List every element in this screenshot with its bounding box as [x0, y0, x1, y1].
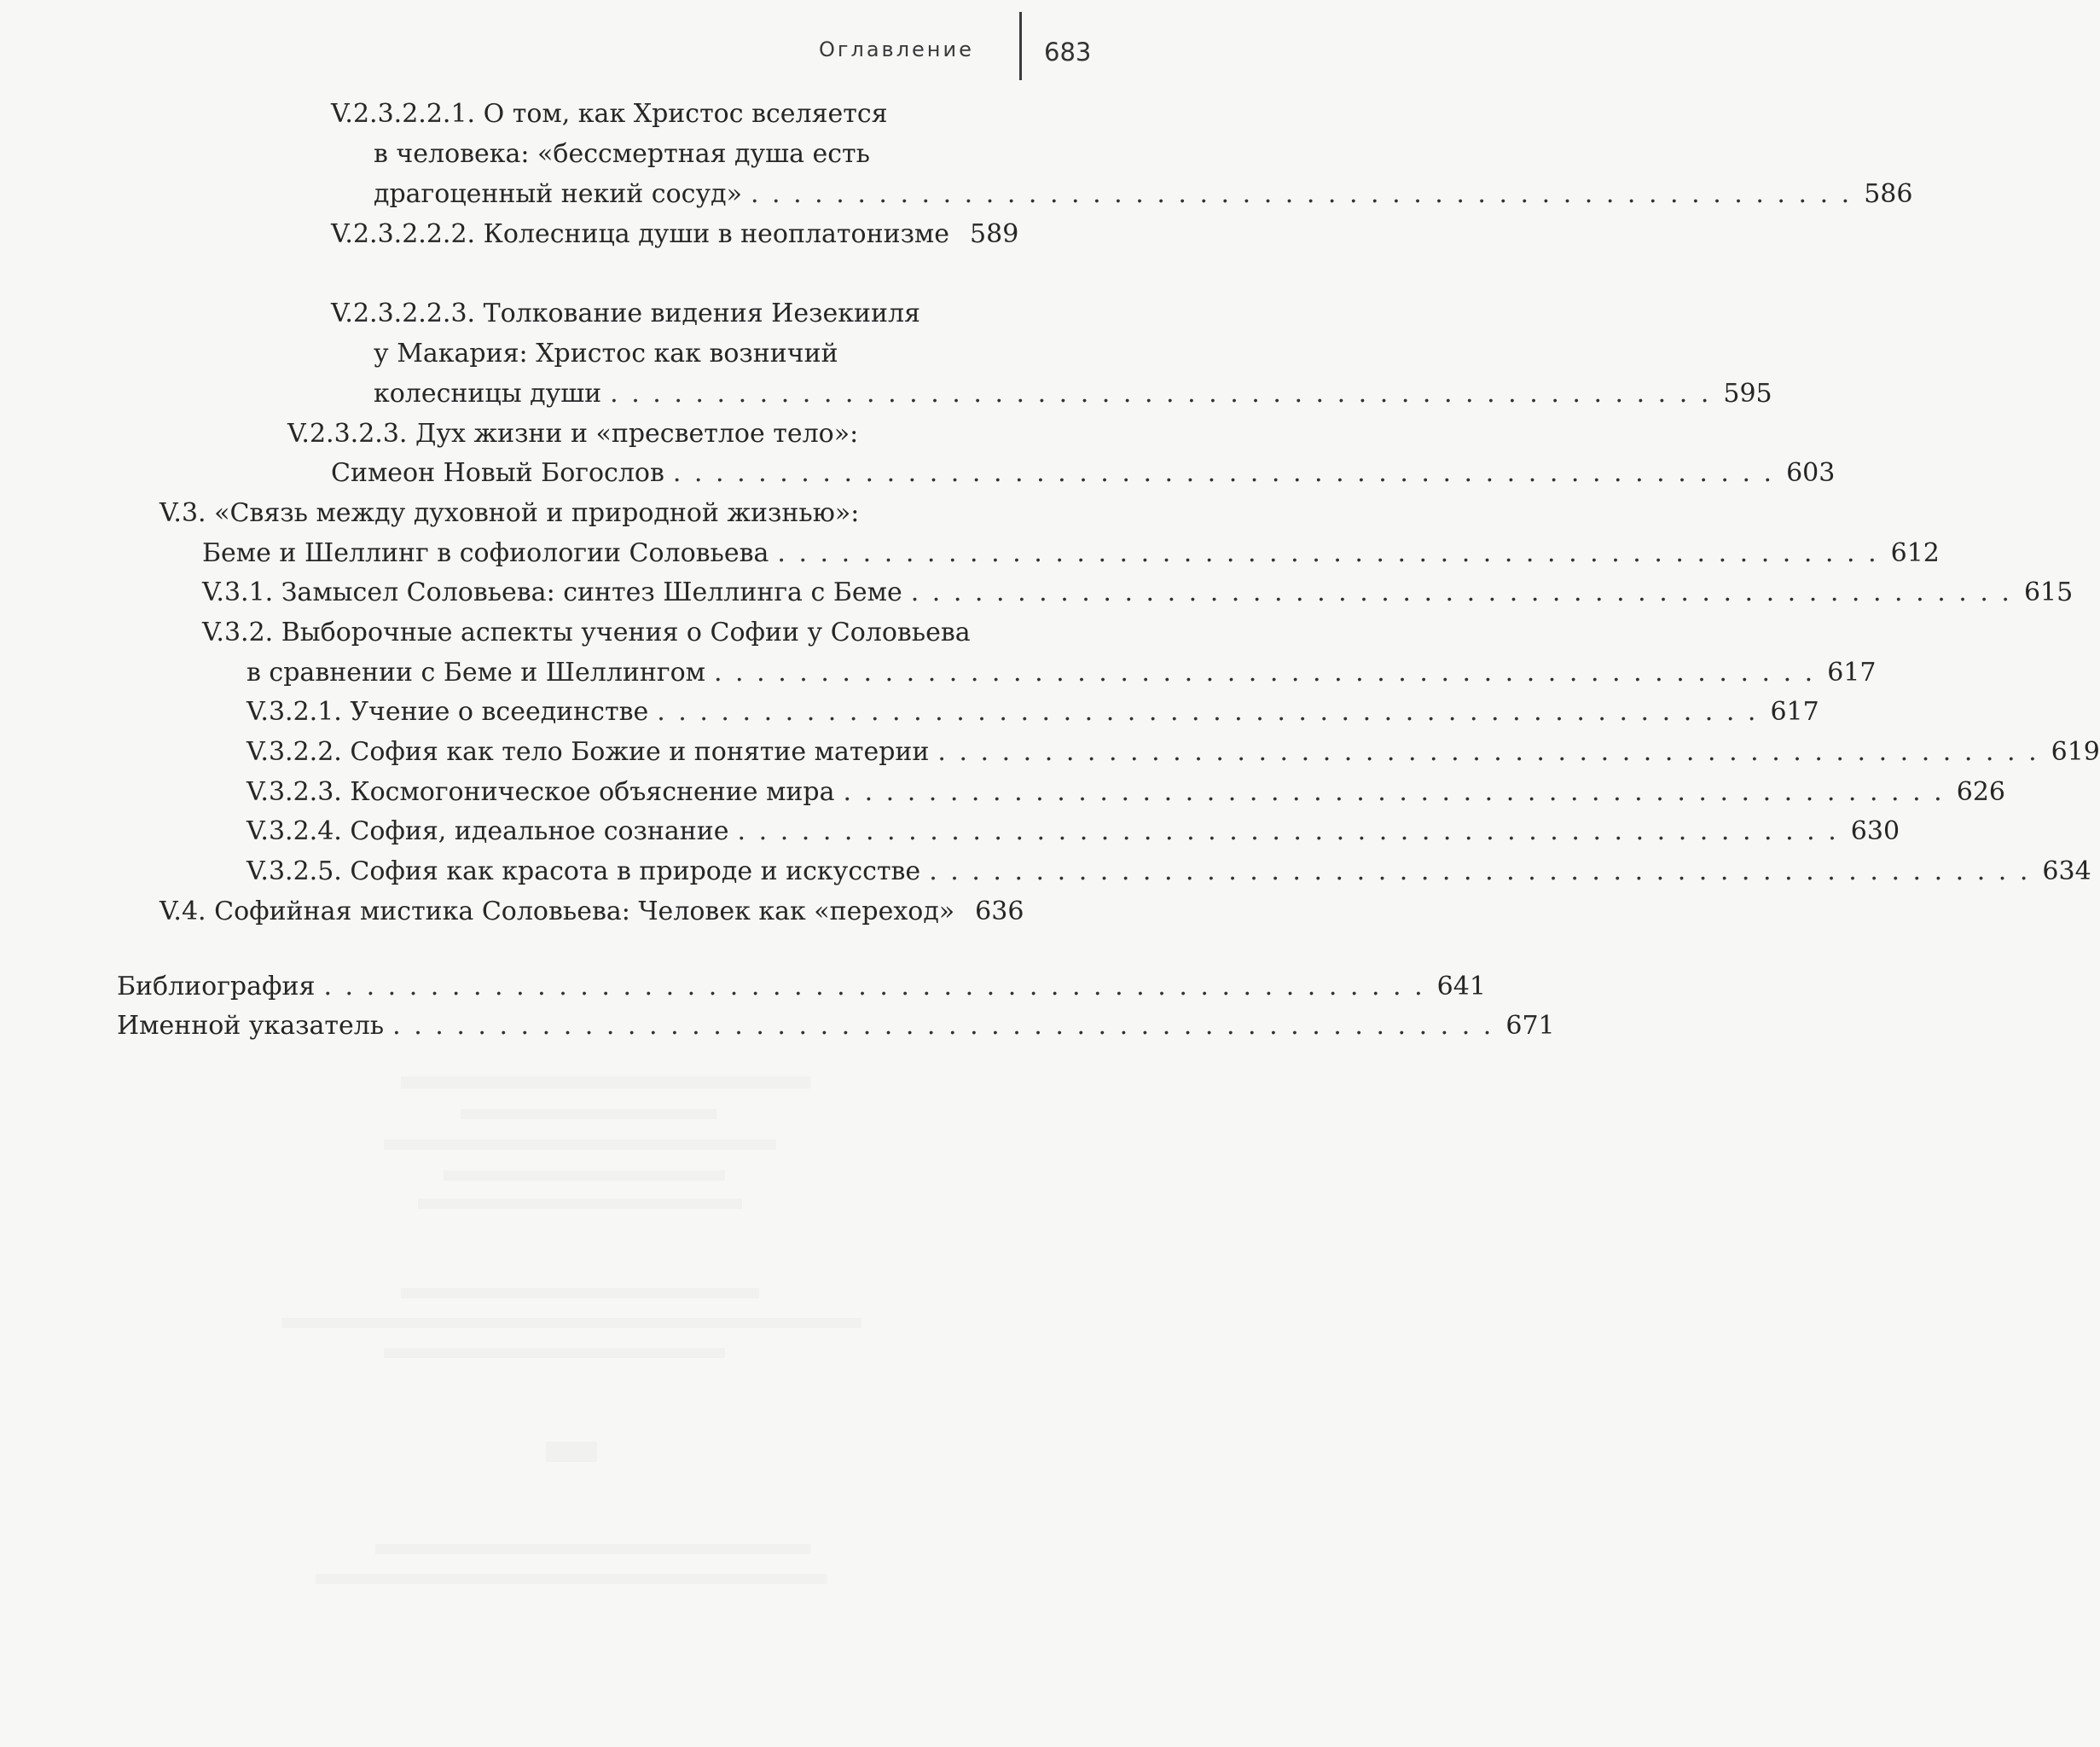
toc-entry-title: V.2.3.2.2.2. Колесница души в неоплатонизме [331, 219, 950, 249]
toc-entry-page: 603 [1786, 458, 1836, 488]
dot-leader: . . . . . . . . . . . . . . . . . . . . . . . . . . . . . . . . . . . . . . . . . . . . . . . . . . . . [937, 737, 2039, 767]
bleed-through-text [418, 1199, 742, 1209]
bleed-through-text [444, 1170, 725, 1181]
toc-entry [247, 658, 1877, 688]
toc-entry [160, 897, 1024, 927]
toc-entry-title: V.3.1. Замысел Соловьева: синтез Шеллинга с Беме [202, 577, 902, 607]
toc-entry-page: 626 [1956, 777, 2005, 807]
running-header-title: Оглавление [819, 38, 974, 61]
toc-entry [117, 1011, 1555, 1042]
bleed-through-text [384, 1140, 776, 1150]
toc-entry-page: 617 [1827, 658, 1877, 688]
toc-entry-title: Библиография [117, 972, 316, 1001]
toc-entry [331, 99, 1015, 130]
toc-entry-title: Беме и Шеллинг в софиологии Соловьева [202, 538, 769, 568]
toc-entry [202, 577, 2074, 608]
bleed-through-text [384, 1348, 725, 1358]
bleed-through-text [375, 1544, 810, 1554]
toc-entry [247, 737, 2100, 768]
bleed-through-text [461, 1109, 716, 1119]
toc-entry [117, 972, 1486, 1002]
dot-leader: . . . . . . . . . . . . . . . . . . . . . . . . . . . . . . . . . . . . . . . . . . . . . . . . . . . . [777, 538, 1879, 568]
toc-entry-page: 634 [2042, 856, 2091, 886]
dot-leader: . . . . . . . . . . . . . . . . . . . . . . . . . . . . . . . . . . . . . . . . . . . . . . . . . . . . [929, 856, 2031, 886]
toc-entry-title: V.3. «Связь между духовной и природной жизнью»: [160, 498, 860, 528]
toc-entry [247, 697, 1819, 728]
toc-entry-page: 630 [1850, 816, 1900, 846]
toc-entry-title: Симеон Новый Богослов [331, 458, 664, 488]
dot-leader: . . . . . . . . . . . . . . . . . . . . . . . . . . . . . . . . . . . . . . . . . . . . . . . . . . . . [737, 816, 1839, 846]
toc-entry [331, 219, 1019, 250]
toc-entry [247, 856, 2091, 887]
toc-entry-title: V.2.3.2.2.1. О том, как Христос вселяется [331, 99, 888, 129]
toc-entry [202, 538, 1940, 569]
toc-entry-page: 636 [975, 897, 1024, 926]
toc-entry-title: в человека: «бессмертная душа есть [374, 139, 870, 169]
toc-entry-title: у Макария: Христос как возничий [374, 339, 838, 369]
toc-entry-page: 612 [1890, 538, 1940, 568]
toc-entry-title: V.3.2.4. София, идеальное сознание [247, 816, 729, 846]
dot-leader: . . . . . . . . . . . . . . . . . . . . . . . . . . . . . . . . . . . . . . . . . . . . . . . . . . . . [672, 458, 1775, 488]
dot-leader: . . . . . . . . . . . . . . . . . . . . . . . . . . . . . . . . . . . . . . . . . . . . . . . . . . . . [713, 658, 1816, 688]
toc-entry-page: 617 [1770, 697, 1819, 727]
dot-leader: . . . . . . . . . . . . . . . . . . . . . . . . . . . . . . . . . . . . . . . . . . . . . . . . . . . . [750, 179, 1853, 209]
toc-entry-title: V.3.2. Выборочные аспекты учения о Софии у Соловьева [202, 618, 971, 647]
toc-entry-title: V.3.2.1. Учение о всеединстве [247, 697, 649, 727]
toc-entry-page: 671 [1505, 1011, 1555, 1041]
toc-entry-page: 586 [1864, 179, 1913, 209]
toc-entry [374, 379, 1772, 409]
toc-entry-page: 619 [2051, 737, 2100, 767]
toc-entry [374, 139, 1015, 170]
toc-entry-page: 615 [2023, 577, 2074, 607]
toc-entry-title: в сравнении с Беме и Шеллингом [247, 658, 705, 688]
toc-entry-title: Именной указатель [117, 1011, 385, 1041]
bleed-through-text [316, 1574, 827, 1584]
dot-leader: . . . . . . . . . . . . . . . . . . . . . . . . . . . . . . . . . . . . . . . . . . . . . . . . . . . . [323, 972, 1425, 1001]
toc-entry [247, 777, 2005, 808]
toc-entry [331, 458, 1836, 489]
toc-entry-title: V.2.3.2.2.3. Толкование видения Иезекииля [331, 299, 920, 328]
toc-entry-title: V.3.2.2. София как тело Божие и понятие материи [247, 737, 930, 767]
toc-entry [374, 339, 1015, 369]
toc-entry-title: V.2.3.2.3. Дух жизни и «пресветлое тело»: [287, 419, 859, 449]
toc-entry-page: 641 [1436, 972, 1486, 1001]
toc-entry-title: V.3.2.5. София как красота в природе и искусстве [247, 856, 921, 886]
bleed-through-text [401, 1077, 810, 1088]
dot-leader: . . . . . . . . . . . . . . . . . . . . . . . . . . . . . . . . . . . . . . . . . . . . . . . . . . . . [910, 577, 2012, 607]
bleed-through-text [281, 1318, 861, 1328]
toc-entry-title: колесницы души [374, 379, 602, 409]
toc-entry-page: 589 [970, 219, 1019, 249]
dot-leader: . . . . . . . . . . . . . . . . . . . . . . . . . . . . . . . . . . . . . . . . . . . . . . . . . . . . [657, 697, 1759, 727]
toc-entry [202, 618, 1015, 648]
bleed-through-text [401, 1288, 759, 1298]
dot-leader: . . . . . . . . . . . . . . . . . . . . . . . . . . . . . . . . . . . . . . . . . . . . . . . . . . . . [843, 777, 1945, 807]
bleed-through-text [546, 1442, 597, 1462]
toc-entry-title: драгоценный некий сосуд» [374, 179, 742, 209]
toc-entry [331, 299, 1015, 329]
page-number: 683 [1044, 38, 1092, 67]
toc-entry [374, 179, 1913, 210]
toc-entry-title: V.3.2.3. Космогоническое объяснение мира [247, 777, 835, 807]
header-divider [1019, 12, 1022, 80]
dot-leader: . . . . . . . . . . . . . . . . . . . . . . . . . . . . . . . . . . . . . . . . . . . . . . . . . . . . [610, 379, 1712, 409]
toc-entry [160, 498, 1015, 529]
toc-entry [247, 816, 1900, 847]
toc-entry-page: 595 [1723, 379, 1772, 409]
toc-entry-title: V.4. Софийная мистика Соловьева: Человек как «переход» [160, 897, 955, 926]
dot-leader: . . . . . . . . . . . . . . . . . . . . . . . . . . . . . . . . . . . . . . . . . . . . . . . . . . . . [392, 1011, 1494, 1041]
toc-entry [287, 419, 1015, 450]
